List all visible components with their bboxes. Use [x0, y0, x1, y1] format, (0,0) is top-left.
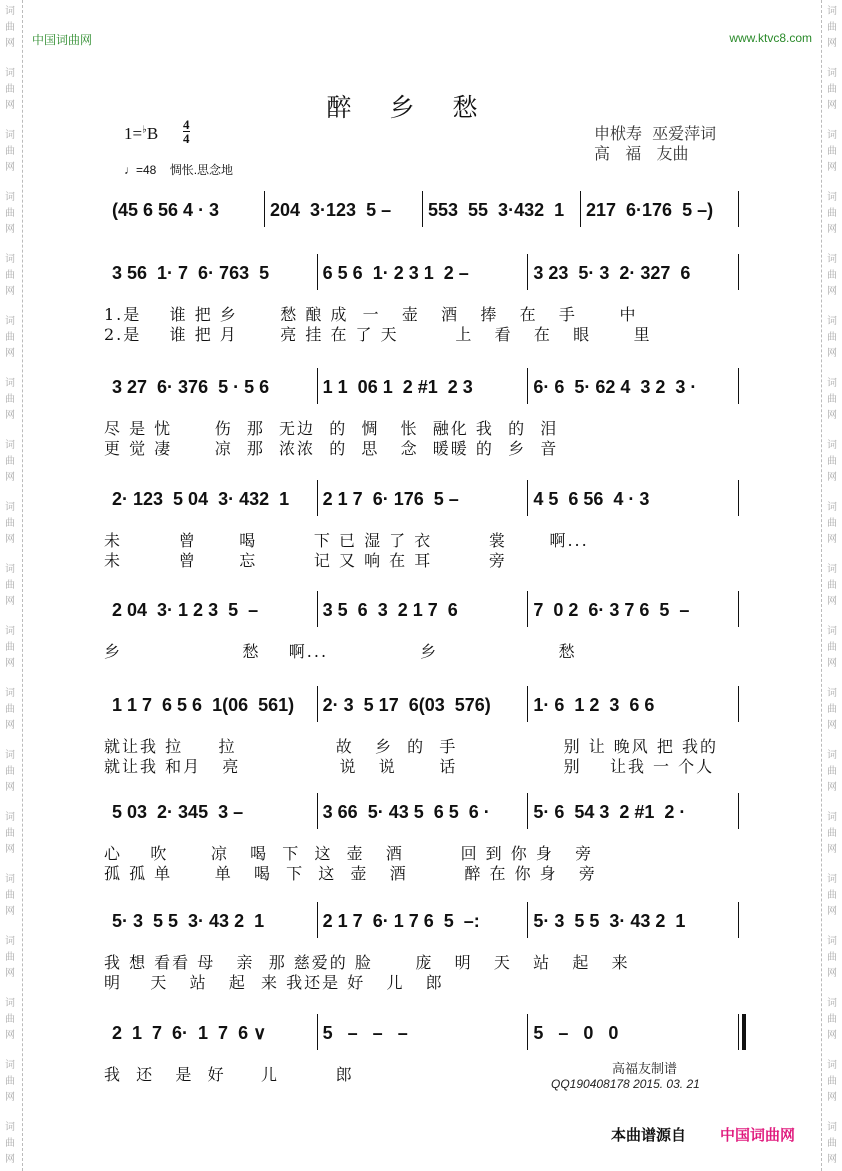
- watermark-char: 词: [827, 378, 837, 389]
- barline: [317, 1014, 318, 1050]
- lyric-line: 1.是 谁 把 乡 愁 酿 成 一 壶 酒 捧 在 手 中: [104, 305, 638, 324]
- lyric-line: 我 还 是 好 儿 郎: [104, 1065, 354, 1084]
- watermark-char: 曲: [5, 890, 15, 901]
- score-system: [104, 906, 740, 992]
- watermark-char: 网: [827, 1030, 837, 1041]
- tempo-value: ♩=48: [124, 163, 157, 177]
- key-note: B: [146, 124, 159, 143]
- watermark-char: 曲: [827, 952, 837, 963]
- watermark-char: 网: [5, 100, 15, 111]
- watermark-char: 曲: [5, 1076, 15, 1087]
- watermark-char: 词: [827, 1060, 837, 1071]
- watermark-char: 曲: [5, 270, 15, 281]
- lyric-line: 就让我 拉 拉 故 乡 的 手 别 让 晚风 把 我的: [104, 737, 718, 756]
- watermark-char: 曲: [5, 22, 15, 33]
- watermark-char: 词: [5, 750, 15, 761]
- watermark-char: 词: [827, 130, 837, 141]
- watermark-char: 词: [827, 316, 837, 327]
- barline: [317, 902, 318, 938]
- watermark-char: 网: [5, 1154, 15, 1165]
- watermark-char: 词: [827, 874, 837, 885]
- barline: [317, 686, 318, 722]
- measure: 1 1 7 6 5 6 1(06 561): [112, 694, 295, 715]
- score-system: [108, 195, 740, 225]
- watermark-char: 曲: [827, 332, 837, 343]
- measure: 5 03 2· 345 3 –: [112, 801, 244, 822]
- barline: [527, 591, 528, 627]
- watermark-char: 曲: [5, 952, 15, 963]
- barline: [738, 686, 739, 722]
- lyric-line: 乡 愁 啊... 乡 愁: [104, 642, 577, 661]
- watermark-char: 网: [5, 286, 15, 297]
- watermark-char: 网: [827, 38, 837, 49]
- watermark-char: 曲: [5, 208, 15, 219]
- lyric-line: 2.是 谁 把 月 亮 挂 在 了 天 上 看 在 眼 里: [104, 325, 652, 344]
- time-signature: [183, 118, 190, 145]
- score-system: [104, 797, 740, 883]
- measure: 7 0 2 6· 3 7 6 5 –: [533, 599, 690, 620]
- watermark-char: 词: [5, 440, 15, 451]
- watermark-char: 网: [827, 410, 837, 421]
- watermark-char: 曲: [5, 580, 15, 591]
- site-url-link[interactable]: www.ktvc8.com: [729, 31, 812, 45]
- barline: [738, 254, 739, 290]
- watermark-char: 网: [827, 968, 837, 979]
- measure: 217 6·176 5 –): [586, 199, 714, 220]
- watermark-char: 曲: [827, 642, 837, 653]
- lyric-line: 尽 是 忧 伤 那 无边 的 惆 怅 融化 我 的 泪: [104, 419, 559, 438]
- time-sig-top: 4: [183, 117, 190, 132]
- measure: (45 6 56 4 · 3: [112, 199, 220, 220]
- watermark-char: 曲: [827, 456, 837, 467]
- watermark-char: 曲: [5, 456, 15, 467]
- lyricist-credit: 申栿寿 巫爱萍词: [594, 124, 717, 143]
- watermark-char: 曲: [5, 828, 15, 839]
- watermark-char: 网: [827, 1154, 837, 1165]
- watermark-char: 词: [5, 874, 15, 885]
- watermark-char: 词: [827, 440, 837, 451]
- barline: [738, 368, 739, 404]
- watermark-char: 词: [827, 1122, 837, 1133]
- measure: 3 66 5· 43 5 6 5 6 ·: [322, 801, 490, 822]
- notes-row: [108, 484, 740, 514]
- watermark-char: 词: [827, 192, 837, 203]
- measure: 2· 3 5 17 6(03 576): [322, 694, 491, 715]
- barline: [738, 191, 739, 227]
- watermark-char: 曲: [827, 22, 837, 33]
- watermark-char: 词: [5, 68, 15, 79]
- watermark-char: 词: [5, 688, 15, 699]
- watermark-char: 词: [5, 316, 15, 327]
- watermark-char: 词: [5, 936, 15, 947]
- barline: [317, 480, 318, 516]
- watermark-char: 网: [5, 658, 15, 669]
- watermark-char: 曲: [5, 518, 15, 529]
- score-system: [104, 690, 740, 776]
- score-system: [104, 372, 740, 458]
- watermark-char: 词: [5, 1060, 15, 1071]
- barline: [527, 480, 528, 516]
- lyric-line: 未 曾 忘 记 又 响 在 耳 旁: [104, 551, 507, 570]
- barline: [738, 1014, 739, 1050]
- watermark-char: 词: [5, 192, 15, 203]
- watermark-char: 词: [827, 688, 837, 699]
- watermark-char: 网: [5, 596, 15, 607]
- notes-row: [108, 1018, 740, 1048]
- key-prefix: 1=: [124, 124, 143, 143]
- qq-date-stamp: QQ190408178 2015. 03. 21: [551, 1077, 700, 1091]
- lyric-line: 未 曾 喝 下 已 湿 了 衣 裳 啊...: [104, 531, 589, 550]
- barline: [738, 902, 739, 938]
- watermark-char: 词: [5, 130, 15, 141]
- tempo-marking: [124, 161, 233, 178]
- measure: 2 1 7 6· 1 7 6 5 –:: [322, 910, 480, 931]
- watermark-char: 曲: [5, 1014, 15, 1025]
- watermark-char: 网: [5, 38, 15, 49]
- expression-text: 惆怅.思念地: [169, 163, 234, 177]
- watermark-char: 曲: [827, 394, 837, 405]
- measure: 3 5 6 3 2 1 7 6: [322, 599, 458, 620]
- watermark-char: 网: [827, 286, 837, 297]
- watermark-char: 词: [827, 626, 837, 637]
- lyric-line: 就让我 和月 亮 说 说 话 别 让我 一 个人: [104, 757, 715, 776]
- watermark-char: 曲: [827, 270, 837, 281]
- watermark-char: 词: [5, 626, 15, 637]
- watermark-char: 网: [827, 472, 837, 483]
- watermark-char: 网: [5, 472, 15, 483]
- watermark-char: 词: [827, 936, 837, 947]
- watermark-char: 词: [5, 998, 15, 1009]
- watermark-char: 词: [5, 812, 15, 823]
- measure: 1 1 06 1 2 #1 2 3: [322, 376, 473, 397]
- time-sig-bottom: 4: [183, 131, 190, 146]
- score-system: [104, 595, 740, 661]
- song-title: 醉乡愁: [326, 93, 516, 122]
- notes-row: [108, 797, 740, 827]
- watermark-char: 曲: [827, 828, 837, 839]
- watermark-char: 网: [827, 906, 837, 917]
- watermark-char: 网: [5, 720, 15, 731]
- watermark-char: 曲: [827, 890, 837, 901]
- watermark-char: 曲: [827, 518, 837, 529]
- measure: 204 3·123 5 –: [270, 199, 392, 220]
- watermark-char: 网: [827, 348, 837, 359]
- watermark-char: 词: [827, 6, 837, 17]
- measure: 5· 3 5 5 3· 43 2 1: [112, 910, 265, 931]
- watermark-char: 网: [827, 534, 837, 545]
- lyric-line: 明 天 站 起 来 我还是 好 儿 郎: [104, 973, 444, 992]
- notes-row: [108, 595, 740, 625]
- watermark-char: 词: [827, 998, 837, 1009]
- source-brand-link[interactable]: 中国词曲网: [720, 1127, 796, 1144]
- watermark-char: 网: [827, 844, 837, 855]
- watermark-char: 曲: [827, 1138, 837, 1149]
- watermark-char: 曲: [5, 394, 15, 405]
- watermark-char: 网: [827, 162, 837, 173]
- watermark-char: 词: [827, 564, 837, 575]
- site-name-label[interactable]: 中国词曲网: [32, 33, 93, 47]
- watermark-char: 曲: [5, 84, 15, 95]
- composer-credit: 高 福 友曲: [594, 144, 689, 163]
- watermark-char: 网: [827, 100, 837, 111]
- barline: [527, 902, 528, 938]
- watermark-char: 词: [827, 502, 837, 513]
- watermark-char: 网: [5, 348, 15, 359]
- barline: [527, 793, 528, 829]
- measure: 2 04 3· 1 2 3 5 –: [112, 599, 259, 620]
- watermark-char: 曲: [827, 1014, 837, 1025]
- measure: 6· 6 5· 62 4 3 2 3 ·: [533, 376, 697, 397]
- barline: [527, 368, 528, 404]
- watermark-char: 词: [5, 378, 15, 389]
- measure: 3 27 6· 376 5 · 5 6: [112, 376, 270, 397]
- watermark-char: 曲: [5, 146, 15, 157]
- barline: [317, 254, 318, 290]
- barline: [738, 480, 739, 516]
- watermark-char: 网: [827, 596, 837, 607]
- watermark-char: 曲: [5, 642, 15, 653]
- measure: 5 – – –: [322, 1022, 408, 1043]
- watermark-char: 网: [5, 906, 15, 917]
- watermark-char: 曲: [827, 208, 837, 219]
- watermark-char: 网: [827, 224, 837, 235]
- measure: 6 5 6 1· 2 3 1 2 –: [322, 262, 469, 283]
- notes-row: [108, 195, 740, 225]
- barline: [527, 254, 528, 290]
- watermark-char: 网: [827, 1092, 837, 1103]
- barline: [527, 1014, 528, 1050]
- barline: [317, 793, 318, 829]
- barline: [527, 686, 528, 722]
- notes-row: [108, 258, 740, 288]
- watermark-char: 词: [827, 750, 837, 761]
- barline: [422, 191, 423, 227]
- barline: [317, 368, 318, 404]
- measure: 4 5 6 56 4 · 3: [533, 488, 650, 509]
- watermark-char: 曲: [827, 146, 837, 157]
- notes-row: [108, 690, 740, 720]
- lyric-line: 心 吹 凉 喝 下 这 壶 酒 回 到 你 身 旁: [104, 844, 594, 863]
- watermark-char: 网: [5, 844, 15, 855]
- measure: 2 1 7 6· 176 5 –: [322, 488, 459, 509]
- watermark-char: 曲: [827, 766, 837, 777]
- transcriber-credit: 高福友制谱: [612, 1062, 678, 1077]
- measure: 5 – 0 0: [533, 1022, 619, 1043]
- watermark-char: 词: [5, 1122, 15, 1133]
- left-watermark-rail: [0, 0, 23, 1171]
- measure: 2· 123 5 04 3· 432 1: [112, 488, 290, 509]
- barline: [738, 591, 739, 627]
- watermark-char: 曲: [827, 704, 837, 715]
- watermark-char: 词: [5, 254, 15, 265]
- watermark-char: 网: [5, 410, 15, 421]
- source-label: 本曲谱源自: [611, 1127, 687, 1144]
- measure: 3 23 5· 3 2· 327 6: [533, 262, 691, 283]
- credits: [594, 124, 716, 164]
- right-watermark-rail: [821, 0, 842, 1171]
- final-barline: [742, 1014, 746, 1050]
- barline: [580, 191, 581, 227]
- barline: [317, 591, 318, 627]
- watermark-char: 曲: [5, 766, 15, 777]
- watermark-char: 曲: [827, 580, 837, 591]
- notes-row: [108, 372, 740, 402]
- barline: [264, 191, 265, 227]
- measure: 5· 3 5 5 3· 43 2 1: [533, 910, 686, 931]
- watermark-char: 曲: [5, 704, 15, 715]
- measure: 1· 6 1 2 3 6 6: [533, 694, 655, 715]
- watermark-char: 曲: [5, 1138, 15, 1149]
- watermark-char: 网: [827, 658, 837, 669]
- watermark-char: 词: [827, 812, 837, 823]
- watermark-char: 词: [5, 502, 15, 513]
- watermark-char: 曲: [827, 84, 837, 95]
- measure: 5· 6 54 3 2 #1 2 ·: [533, 801, 686, 822]
- watermark-char: 词: [5, 6, 15, 17]
- flat-icon: ♭: [142, 124, 147, 136]
- watermark-char: 词: [5, 564, 15, 575]
- score-system: [104, 484, 740, 570]
- lyric-line: 更 觉 凄 凉 那 浓浓 的 思 念 暖暖 的 乡 音: [104, 439, 559, 458]
- notes-row: [108, 906, 740, 936]
- measure: 2 1 7 6· 1 7 6 ∨: [112, 1022, 267, 1043]
- watermark-char: 曲: [5, 332, 15, 343]
- key-signature: [124, 124, 158, 144]
- watermark-char: 网: [5, 968, 15, 979]
- lyric-line: 孤 孤 单 单 喝 下 这 壶 酒 醉 在 你 身 旁: [104, 864, 597, 883]
- watermark-char: 网: [827, 720, 837, 731]
- watermark-char: 网: [5, 782, 15, 793]
- watermark-char: 曲: [827, 1076, 837, 1087]
- watermark-char: 词: [827, 68, 837, 79]
- watermark-char: 词: [827, 254, 837, 265]
- measure: 553 55 3·432 1: [428, 199, 565, 220]
- watermark-char: 网: [5, 534, 15, 545]
- watermark-char: 网: [5, 224, 15, 235]
- barline: [738, 793, 739, 829]
- watermark-char: 网: [5, 1092, 15, 1103]
- watermark-char: 网: [5, 162, 15, 173]
- measure: 3 56 1· 7 6· 763 5: [112, 262, 270, 283]
- watermark-char: 网: [827, 782, 837, 793]
- watermark-char: 网: [5, 1030, 15, 1041]
- lyric-line: 我 想 看看 母 亲 那 慈爱的 脸 庞 明 天 站 起 来: [104, 953, 630, 972]
- score-system: [104, 258, 740, 344]
